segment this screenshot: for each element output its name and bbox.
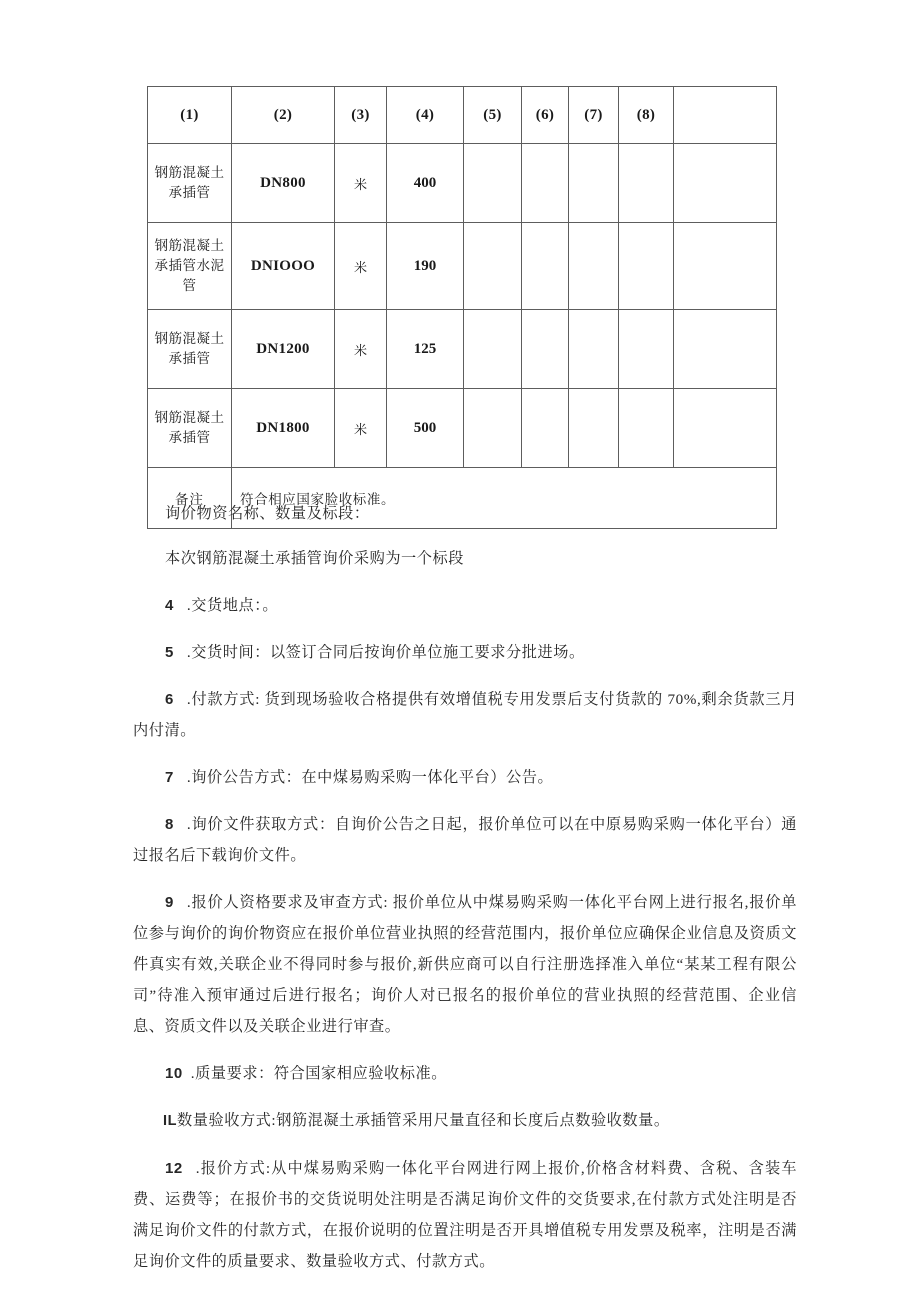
table-header-row [148, 87, 777, 144]
item-text-8: .询价文件获取方式：自询价公告之日起，报价单位可以在中原易购采购一体化平台）通过报名后下载询价文件。 [133, 816, 797, 864]
material-col6 [522, 144, 569, 223]
item-number-4: 4 [165, 597, 174, 614]
material-col9 [674, 389, 777, 468]
document-body [133, 498, 797, 1293]
material-name: 钢筋混凝土承插管 [148, 310, 232, 389]
material-quantity: 125 [387, 310, 464, 389]
material-name: 钢筋混凝土承插管水泥管 [148, 223, 232, 310]
list-item-9 [133, 887, 797, 1042]
material-quantity: 400 [387, 144, 464, 223]
material-quantity: 190 [387, 223, 464, 310]
item-text-6: .付款方式: 货到现场验收合格提供有效增值税专用发票后支付货款的 70%,剩余货款三月内付清。 [133, 691, 797, 739]
material-unit: 米 [335, 310, 387, 389]
item-number-5: 5 [165, 644, 174, 661]
material-spec: DN1200 [232, 310, 335, 389]
table-header-cell-7: (7) [569, 87, 619, 144]
material-col8 [619, 389, 674, 468]
item-number-7: 7 [165, 769, 174, 786]
item-number-11: IL [163, 1113, 177, 1129]
material-col7 [569, 310, 619, 389]
material-col5 [464, 144, 522, 223]
table-row [148, 223, 777, 310]
remark-label: 备注 [148, 468, 232, 529]
material-spec: DN1800 [232, 389, 335, 468]
material-col8 [619, 310, 674, 389]
table-header-cell-1: (1) [148, 87, 232, 144]
material-col8 [619, 144, 674, 223]
material-unit: 米 [335, 389, 387, 468]
list-item-5 [133, 637, 797, 668]
item-number-12: 12 [165, 1160, 183, 1177]
material-col5 [464, 310, 522, 389]
item-text-10: .质量要求：符合国家相应验收标准。 [190, 1065, 447, 1082]
table-header-cell-8: (8) [619, 87, 674, 144]
material-col7 [569, 389, 619, 468]
material-name: 钢筋混凝土承插管 [148, 144, 232, 223]
section-heading: 询价物资名称、数量及标段： [165, 505, 370, 522]
item-number-6: 6 [165, 691, 174, 708]
list-item-8 [133, 809, 797, 871]
material-col9 [674, 223, 777, 310]
material-col6 [522, 310, 569, 389]
item-number-9: 9 [165, 894, 174, 911]
material-unit: 米 [335, 144, 387, 223]
table-header-cell-3: (3) [335, 87, 387, 144]
item-number-8: 8 [165, 816, 174, 833]
item-number-10: 10 [165, 1065, 183, 1082]
material-col8 [619, 223, 674, 310]
intro-paragraph: 本次钢筋混凝土承插管询价采购为一个标段 [165, 550, 465, 567]
table-header-cell-2: (2) [232, 87, 335, 144]
list-item-4 [133, 590, 797, 621]
procurement-spec-table [147, 86, 777, 529]
table-row [148, 389, 777, 468]
material-quantity: 500 [387, 389, 464, 468]
material-col7 [569, 144, 619, 223]
list-item-10 [133, 1058, 797, 1089]
material-unit: 米 [335, 223, 387, 310]
remark-value: 符合相应国家脸收标准。 [232, 468, 777, 529]
item-text-7: .询价公告方式：在中煤易购采购一体化平台）公告。 [186, 769, 554, 786]
material-spec: DN800 [232, 144, 335, 223]
material-col9 [674, 144, 777, 223]
material-col7 [569, 223, 619, 310]
list-item-12 [133, 1153, 797, 1277]
table-header-cell-5: (5) [464, 87, 522, 144]
material-col9 [674, 310, 777, 389]
spec-table-container [147, 86, 776, 529]
item-text-9: .报价人资格要求及审查方式: 报价单位从中煤易购采购一体化平台网上进行报名,报价单位参与询价的询价物资应在报价单位营业执照的经营范围内，报价单位应确保企业信息及资质文件真实有效,关联企业不得同时参与报价,新供应商可以自行注册选择准入单位“某某工程有限公司”待准入预审通过后进行报名；询价人对已报名的报价单位的营业执照的经营范围、企业信息、资质文件以及关联企业进行审查。 [133, 894, 797, 1035]
table-row [148, 144, 777, 223]
material-name: 钢筋混凝土承插管 [148, 389, 232, 468]
table-header-cell-9 [674, 87, 777, 144]
material-spec: DNIOOO [232, 223, 335, 310]
item-text-12: .报价方式:从中煤易购采购一体化平台网进行网上报价,价格含材料费、含税、含装车费、运费等；在报价书的交货说明处注明是否满足询价文件的交货要求,在付款方式处注明是否满足询价文件的付款方式，在报价说明的位置注明是否开具增值税专用发票及税率，注明是否满足询价文件的质量要求、数量验收方式、付款方式。 [133, 1160, 797, 1270]
item-text-5: .交货时间：以签订合同后按询价单位施工要求分批进场。 [186, 644, 585, 661]
list-item-11 [133, 1105, 797, 1137]
item-text-4: .交货地点：。 [186, 597, 279, 614]
material-col5 [464, 389, 522, 468]
material-col5 [464, 223, 522, 310]
table-header-cell-6: (6) [522, 87, 569, 144]
material-col6 [522, 389, 569, 468]
table-row [148, 310, 777, 389]
material-col6 [522, 223, 569, 310]
item-text-11: 数量验收方式:钢筋混凝土承插管采用尺量直径和长度后点数验收数量。 [177, 1112, 670, 1129]
table-header-cell-4: (4) [387, 87, 464, 144]
list-item-7 [133, 762, 797, 793]
list-item-6 [133, 684, 797, 746]
